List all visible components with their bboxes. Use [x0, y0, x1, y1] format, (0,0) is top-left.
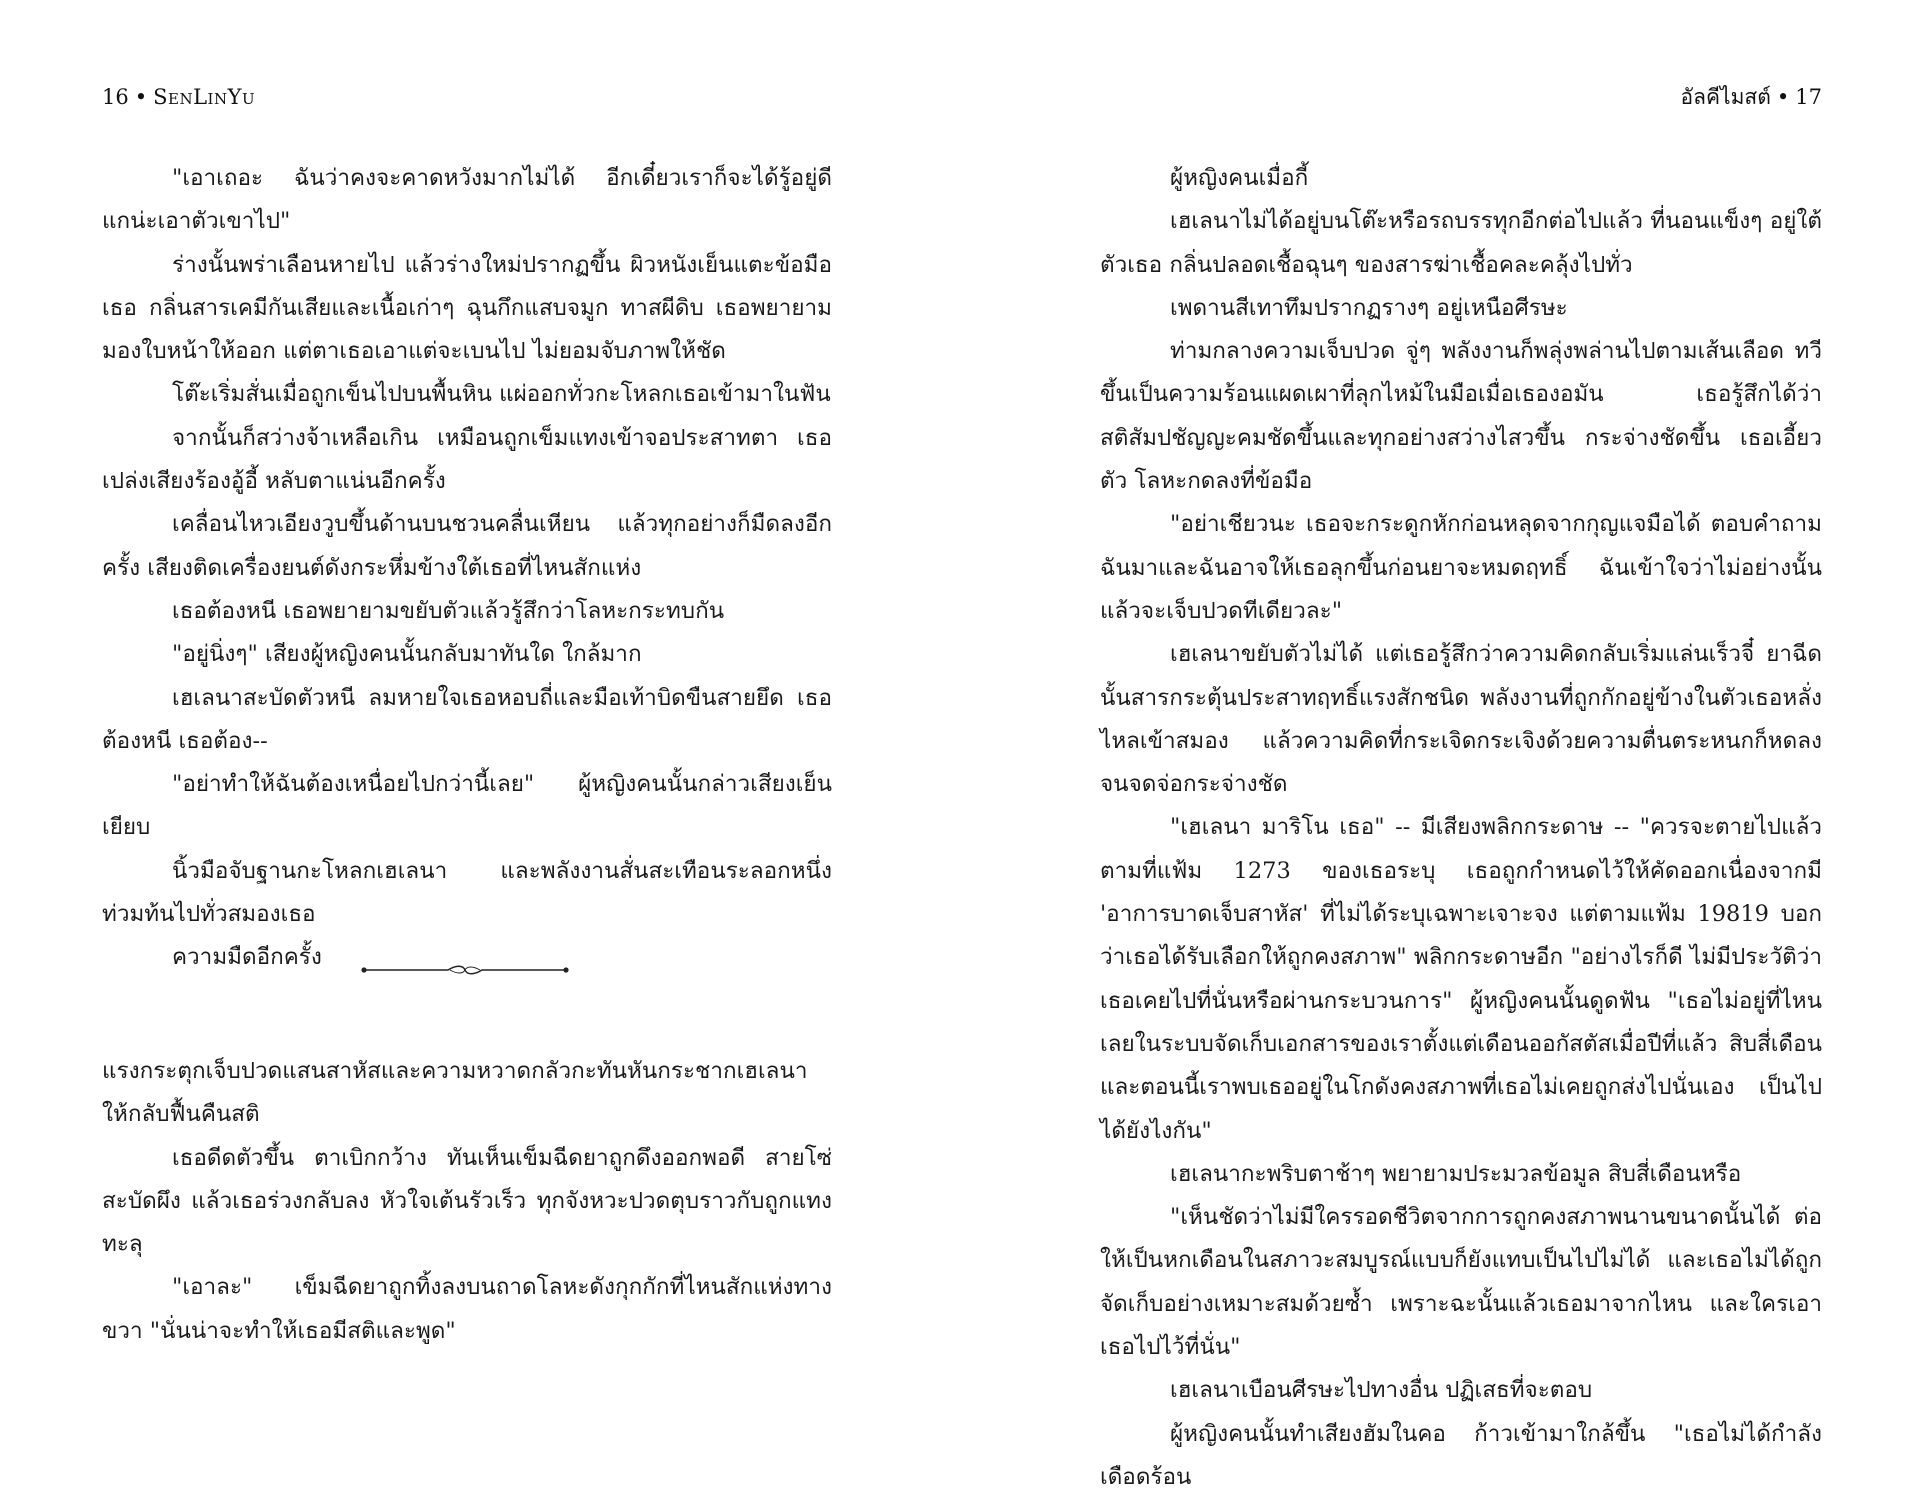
left-page: [102, 0, 832, 1410]
paragraph: เธอต้องหนี เธอพยายามขยับตัวแล้วรู้สึกว่าโลหะกระทบกัน: [172, 597, 725, 624]
header-bullet: •: [1776, 85, 1790, 109]
paragraph: เคลื่อนไหวเอียงวูบขึ้นด้านบนชวนคลื่นเหียน แล้วทุกอย่างก็มืดลงอีกครั้ง เสียงติดเครื่องยนต์ดังกระหึ่มข้างใต้เธอที่ไหนสักแห่ง: [102, 511, 832, 581]
paragraph: แรงกระตุกเจ็บปวดแสนสาหัสและความหวาดกลัวกะทันหันกระชากเฮเลนาให้กลับฟื้นคืนสติ: [102, 1058, 808, 1128]
left-running-title: SenLinYu: [153, 85, 256, 109]
paragraph: เพดานสีเทาทึมปรากฏรางๆ อยู่เหนือศีรษะ: [1170, 294, 1568, 321]
paragraph: จากนั้นก็สว่างจ้าเหลือเกิน เหมือนถูกเข็มแทงเข้าจอประสาทตา เธอเปล่งเสียงร้องอู้อี้ หลับตาแน่นอีกครั้ง: [102, 424, 832, 495]
header-bullet: •: [134, 85, 148, 109]
right-page-number: 17: [1795, 85, 1822, 109]
paragraph: ผู้หญิงคนนั้นทำเสียงฮัมในคอ ก้าวเข้ามาใกล้ขึ้น "เธอไม่ได้กำลังเดือดร้อน: [1100, 1420, 1822, 1490]
right-running-title: อัลคีไมสต์: [1680, 85, 1771, 109]
section-break-ornament: [360, 962, 570, 978]
paragraph: เธอดีดตัวขึ้น ตาเบิกกว้าง ทันเห็นเข็มฉีดยาถูกดึงออกพอดี สายโซ่สะบัดผึง แล้วเธอร่วงกลับลง หัวใจเต้นรัวเร็ว ทุกจังหวะปวดตุบราวกับถูกแทงทะลุ: [102, 1144, 832, 1258]
right-page: [1100, 0, 1822, 1490]
left-page-number: 16: [102, 85, 129, 109]
left-text-block-1: [102, 157, 832, 980]
paragraph: "อยู่นิ่งๆ" เสียงผู้หญิงคนนั้นกลับมาทันใด ใกล้มาก: [172, 641, 642, 668]
paragraph: เฮเลนาไม่ได้อยู่บนโต๊ะหรือรถบรรทุกอีกต่อไปแล้ว ที่นอนแข็งๆ อยู่ใต้ตัวเธอ กลิ่นปลอดเชื้อฉุนๆ ของสารฆ่าเชื้อคละคลุ้งไปทั่ว: [1100, 208, 1822, 278]
paragraph: เฮเลนาขยับตัวไม่ได้ แต่เธอรู้สึกว่าความคิดกลับเริ่มแล่นเร็วจี๋ ยาฉีดนั้นสารกระตุ้นประสาทฤทธิ์แรงสักชนิด พลังงานที่ถูกกักอยู่ข้างในตัวเธอหลั่งไหลเข้าสมอง แล้วความคิดที่กระเจิดกระเจิงด้วยความตื่นตระหนกก็หดลงจนจดจ่อกระจ่างชัด: [1100, 641, 1822, 798]
paragraph: ความมืดอีกครั้ง: [172, 944, 322, 971]
paragraph: ร่างนั้นพร่าเลือนหายไป แล้วร่างใหม่ปรากฏขึ้น ผิวหนังเย็นแตะข้อมือเธอ กลิ่นสารเคมีกันเสียและเนื้อเก่าๆ ฉุนกึกแสบจมูก ทาสผีดิบ เธอพยายามมองใบหน้าให้ออก แต่ตาเธอเอาแต่จะเบนไป ไม่ยอมจับภาพให้ชัด: [102, 251, 832, 365]
paragraph: "อย่าทำให้ฉันต้องเหนื่อยไปกว่านี้เลย" ผู้หญิงคนนั้นกล่าวเสียงเย็นเยียบ: [102, 771, 832, 841]
paragraph: โต๊ะเริ่มสั่นเมื่อถูกเข็นไปบนพื้นหิน แผ่ออกทั่วกะโหลกเธอเข้ามาในฟัน: [172, 381, 831, 408]
paragraph: "อย่าเชียวนะ เธอจะกระดูกหักก่อนหลุดจากกุญแจมือได้ ตอบคำถามฉันมาและฉันอาจให้เธอลุกขึ้นก่อนยาจะหมดฤทธิ์ ฉันเข้าใจว่าไม่อย่างนั้นแล้วจะเจ็บปวดทีเดียวละ": [1100, 511, 1822, 624]
right-page-header: [1100, 80, 1822, 114]
paragraph: เฮเลนาเบือนศีรษะไปทางอื่น ปฏิเสธที่จะตอบ: [1170, 1377, 1593, 1404]
paragraph: "เห็นชัดว่าไม่มีใครรอดชีวิตจากการถูกคงสภาพนานขนาดนั้นได้ ต่อให้เป็นหกเดือนในสภาวะสมบูรณ์แบบก็ยังแทบเป็นไปไม่ได้ และเธอไม่ได้ถูกจัดเก็บอย่างเหมาะสมด้วยซ้ำ เพราะฉะนั้นแล้วเธอมาจากไหน และใครเอาเธอไปไว้ที่นั่น": [1100, 1204, 1822, 1361]
paragraph: เฮเลนากะพริบตาช้าๆ พยายามประมวลข้อมูล สิบสี่เดือนหรือ: [1170, 1160, 1742, 1187]
paragraph: ผู้หญิงคนเมื่อกี้: [1170, 165, 1309, 191]
paragraph: "เอาเถอะ ฉันว่าคงจะคาดหวังมากไม่ได้ อีกเดี๋ยวเราก็จะได้รู้อยู่ดี แกน่ะเอาตัวเขาไป": [102, 165, 832, 235]
paragraph: นิ้วมือจับฐานกะโหลกเฮเลนา และพลังงานสั่นสะเทือนระลอกหนึ่งท่วมท้นไปทั่วสมองเธอ: [102, 857, 832, 928]
paragraph: "เฮเลนา มาริโน เธอ" -- มีเสียงพลิกกระดาษ -- "ควรจะตายไปแล้วตามที่แฟ้ม 1273 ของเธอระบุ เธอถูกกำหนดไว้ให้คัดออกเนื่องจากมี 'อาการบาดเจ็บสาหัส' ที่ไม่ได้ระบุเฉพาะเจาะจง แต่ตามแฟ้ม 19819 บอกว่าเธอได้รับเลือกให้ถูกคงสภาพ" พลิกกระดาษอีก "อย่างไรก็ดี ไม่มีประวัติว่าเธอเคยไปที่นั่นหรือผ่านกระบวนการ" ผู้หญิงคนนั้นดูดฟัน "เธอไม่อยู่ที่ไหนเลยในระบบจัดเก็บเอกสารของเราตั้งแต่เดือนออกัสตัสเมื่อปีที่แล้ว สิบสี่เดือน และตอนนี้เราพบเธออยู่ในโกดังคงสภาพที่เธอไม่เคยถูกส่งไปนั่นเอง เป็นไปได้ยังไงกัน": [1100, 814, 1822, 1144]
paragraph: เฮเลนาสะบัดตัวหนี ลมหายใจเธอหอบถี่และมือเท้าบิดขืนสายยึด เธอต้องหนี เธอต้อง--: [102, 684, 832, 754]
left-page-header: [102, 80, 832, 114]
left-text-block-2: [102, 1050, 832, 1353]
paragraph: ท่ามกลางความเจ็บปวด จู่ๆ พลังงานก็พลุ่งพล่านไปตามเส้นเลือด ทวีขึ้นเป็นความร้อนแผดเผาที่ลุกไหม้ในมือเมื่อเธองอมัน เธอรู้สึกได้ว่าสติสัมปชัญญะคมชัดขึ้นและทุกอย่างสว่างไสวขึ้น กระจ่างชัดขึ้น เธอเอี้ยวตัว โลหะกดลงที่ข้อมือ: [1100, 338, 1822, 495]
right-text-block: [1100, 157, 1822, 1499]
paragraph: "เอาละ" เข็มฉีดยาถูกทิ้งลงบนถาดโลหะดังกุกกักที่ไหนสักแห่งทางขวา "นั่นน่าจะทำให้เธอมีสติและพูด": [102, 1274, 832, 1344]
